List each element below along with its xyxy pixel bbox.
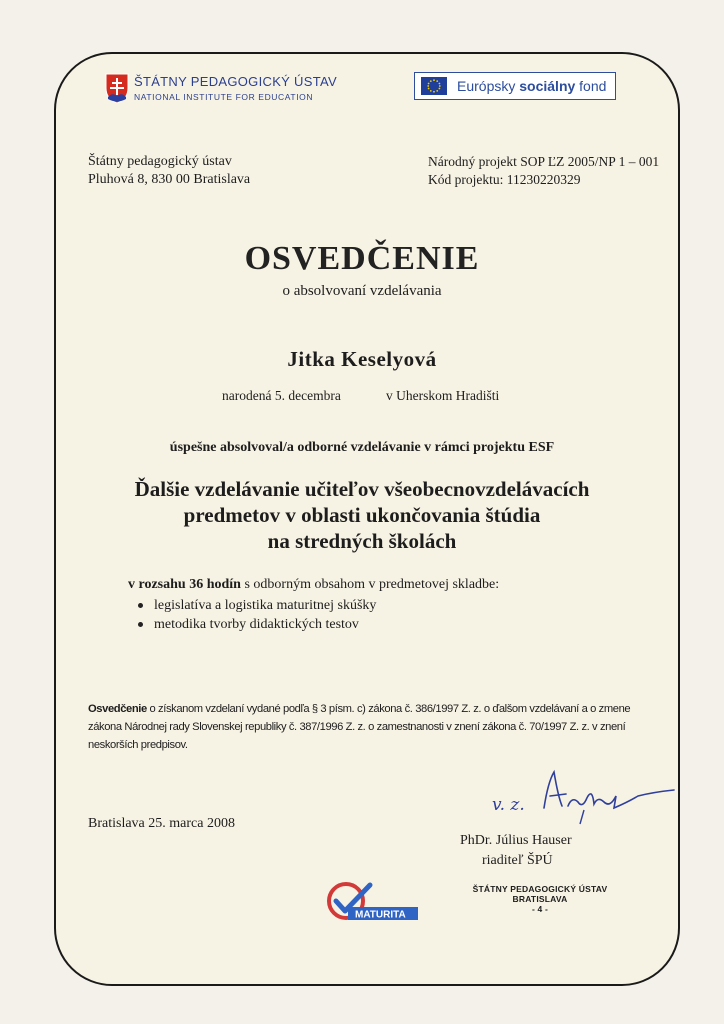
official-stamp: ŠTÁTNY PEDAGOGICKÝ ÚSTAV BRATISLAVA - 4 - <box>472 884 608 914</box>
list-item: metodika tvorby didaktických testov <box>138 615 376 634</box>
certificate-subtitle: o absolvovaní vzdelávania <box>282 283 442 299</box>
issuer-address-block <box>88 153 250 189</box>
national-project: Národný projekt SOP ĽZ 2005/NP 1 – 001 <box>428 154 660 169</box>
course-title-line: Ďalšie vzdelávanie učiteľov všeobecnovzdelávacích <box>134 477 590 501</box>
eu-flag-icon <box>421 77 447 95</box>
svg-text:v. z.: v. z. <box>492 795 525 815</box>
esf-label: Európsky sociálny fond <box>457 78 607 94</box>
bullet-icon <box>138 603 143 608</box>
project-info-block <box>428 153 659 189</box>
handwritten-signature <box>488 766 678 826</box>
issuer-name: Štátny pedagogický ústav <box>88 154 232 169</box>
recipient-name: Jitka Keselyová <box>287 347 437 371</box>
maturita-logo <box>326 879 420 923</box>
institute-logo <box>104 72 337 106</box>
signatory-role: riaditeľ ŠPÚ <box>482 853 553 868</box>
place-and-date: Bratislava 25. marca 2008 <box>88 816 235 831</box>
course-title-line: na stredných školách <box>267 529 457 553</box>
issuer-address: Pluhová 8, 830 00 Bratislava <box>88 172 251 187</box>
institute-logo-english: NATIONAL INSTITUTE FOR EDUCATION <box>134 92 314 102</box>
birth-date: narodená 5. decembra <box>222 388 341 403</box>
bullet-icon <box>138 622 143 627</box>
legal-note: Osvedčenie o získanom vzdelaní vydané podľa § 3 písm. c) zákona č. 386/1997 Z. z. o ďalšom vzdelávaní a o zmene zákona Národnej rady Slovenskej republiky č. 387/1996 Z. z. o zamestnanosti v znení zákona č. 70/1997 Z. z. v znení neskorších predpisov. <box>88 703 631 751</box>
course-scope: v rozsahu 36 hodín s odborným obsahom v predmetovej skladbe: <box>128 577 500 592</box>
completion-statement: úspešne absolvoval/a odborné vzdelávanie v rámci projektu ESF <box>169 440 555 455</box>
signatory <box>460 831 572 871</box>
certificate-title: OSVEDČENIE <box>244 240 480 277</box>
course-title <box>0 476 724 554</box>
slovak-emblem-icon <box>104 72 130 104</box>
subject-list <box>138 596 376 634</box>
institute-logo-name: ŠTÁTNY PEDAGOGICKÝ ÚSTAV <box>134 74 337 89</box>
maturita-label: MATURITA <box>355 909 406 921</box>
project-code: Kód projektu: 11230220329 <box>428 172 581 187</box>
esf-logo <box>414 72 616 100</box>
birth-place: v Uherskom Hradišti <box>386 388 500 403</box>
signatory-name: PhDr. Július Hauser <box>460 833 572 848</box>
list-item: legislatíva a logistika maturitnej skúšky <box>138 596 376 615</box>
course-title-line: predmetov v oblasti ukončovania štúdia <box>183 503 541 527</box>
